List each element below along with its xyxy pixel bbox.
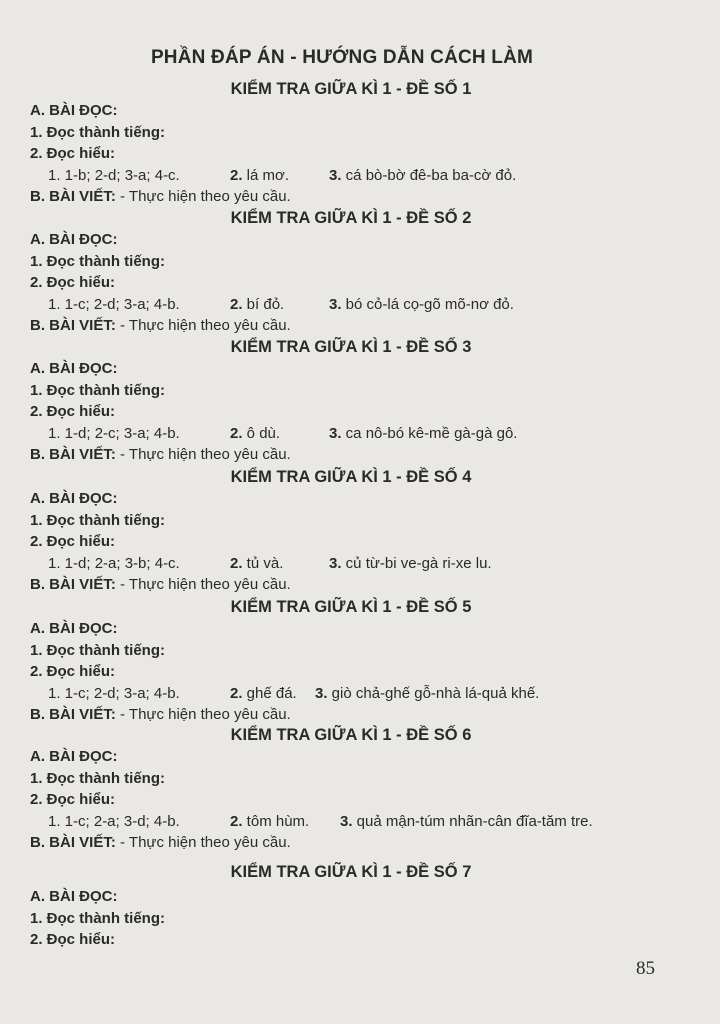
page-title: PHẦN ĐÁP ÁN - HƯỚNG DẪN CÁCH LÀM [150,47,534,68]
answer-1: 1. 1-b; 2-d; 3-a; 4-c. [48,166,180,184]
answer-row [48,423,690,445]
test-section-6 [30,724,690,854]
answer-2: 2. tủ và. [230,554,284,572]
section-title: KIỂM TRA GIỮA KÌ 1 - ĐỀ SỐ 2 [230,209,472,227]
test-section-7 [30,861,690,951]
answer-1: 1. 1-d; 2-a; 3-b; 4-c. [48,554,180,572]
reading-heading: A. BÀI ĐỌC: [30,360,118,377]
reading-heading: A. BÀI ĐỌC: [30,231,118,248]
comprehension-heading: 2. Đọc hiểu: [30,931,116,948]
writing-row: B. BÀI VIẾT: - Thực hiện theo yêu cầu. [30,188,291,205]
answer-3: 3. bó cỏ-lá cọ-gõ mõ-nơ đỏ. [329,295,514,313]
read-aloud-heading: 1. Đọc thành tiếng: [30,769,165,787]
comprehension-heading: 2. Đọc hiểu: [30,791,116,808]
answer-3: 3. quả mận-túm nhãn-cân đĩa-tăm tre. [340,812,593,830]
test-section-3 [30,336,690,466]
answer-row [48,165,690,187]
comprehension-heading: 2. Đọc hiểu: [30,533,116,550]
comprehension-heading: 2. Đọc hiểu: [30,403,116,420]
section-title: KIỂM TRA GIỮA KÌ 1 - ĐỀ SỐ 6 [230,726,472,744]
answer-1: 1. 1-d; 2-c; 3-a; 4-b. [48,424,180,442]
answer-1: 1. 1-c; 2-d; 3-a; 4-b. [48,684,180,702]
section-title: KIỂM TRA GIỮA KÌ 1 - ĐỀ SỐ 5 [230,598,472,616]
read-aloud-heading: 1. Đọc thành tiếng: [30,381,165,399]
answer-3: 3. ca nô-bó kê-mề gà-gà gô. [329,424,518,442]
answer-row [48,683,690,705]
answer-3: 3. giò chả-ghế gỗ-nhà lá-quả khế. [315,684,540,702]
comprehension-heading: 2. Đọc hiểu: [30,274,116,291]
comprehension-heading: 2. Đọc hiểu: [30,145,116,162]
read-aloud-heading: 1. Đọc thành tiếng: [30,511,165,529]
section-title: KIỂM TRA GIỮA KÌ 1 - ĐỀ SỐ 1 [230,80,472,98]
answer-2: 2. ô dù. [230,424,281,442]
answer-3: 3. củ từ-bi ve-gà ri-xe lu. [329,554,492,572]
read-aloud-heading: 1. Đọc thành tiếng: [30,252,165,270]
section-title: KIỂM TRA GIỮA KÌ 1 - ĐỀ SỐ 7 [230,863,472,881]
read-aloud-heading: 1. Đọc thành tiếng: [30,641,165,659]
reading-heading: A. BÀI ĐỌC: [30,102,118,119]
answer-2: 2. ghế đá. [230,684,297,702]
comprehension-heading: 2. Đọc hiểu: [30,663,116,680]
writing-row: B. BÀI VIẾT: - Thực hiện theo yêu cầu. [30,317,291,334]
test-section-5 [30,596,690,726]
page-number: 85 [636,958,655,979]
answer-3: 3. cá bò-bờ đê-ba ba-cờ đỏ. [329,166,517,184]
test-section-2 [30,207,690,337]
reading-heading: A. BÀI ĐỌC: [30,490,118,507]
writing-row: B. BÀI VIẾT: - Thực hiện theo yêu cầu. [30,834,291,851]
writing-row: B. BÀI VIẾT: - Thực hiện theo yêu cầu. [30,576,291,593]
reading-heading: A. BÀI ĐỌC: [30,620,118,637]
read-aloud-heading: 1. Đọc thành tiếng: [30,909,165,927]
answer-2: 2. bí đỏ. [230,295,285,313]
answer-row [48,294,690,316]
answer-row [48,811,690,833]
section-title: KIỂM TRA GIỮA KÌ 1 - ĐỀ SỐ 3 [230,338,472,356]
test-section-4 [30,466,690,596]
reading-heading: A. BÀI ĐỌC: [30,888,118,905]
writing-row: B. BÀI VIẾT: - Thực hiện theo yêu cầu. [30,706,291,723]
answer-row [48,553,690,575]
answer-2: 2. tôm hùm. [230,812,310,830]
test-section-1 [30,78,690,208]
section-title: KIỂM TRA GIỮA KÌ 1 - ĐỀ SỐ 4 [230,468,472,486]
answer-2: 2. lá mơ. [230,166,290,184]
writing-row: B. BÀI VIẾT: - Thực hiện theo yêu cầu. [30,446,291,463]
answer-1: 1. 1-c; 2-a; 3-d; 4-b. [48,812,180,830]
reading-heading: A. BÀI ĐỌC: [30,748,118,765]
read-aloud-heading: 1. Đọc thành tiếng: [30,123,165,141]
answer-1: 1. 1-c; 2-d; 3-a; 4-b. [48,295,180,313]
